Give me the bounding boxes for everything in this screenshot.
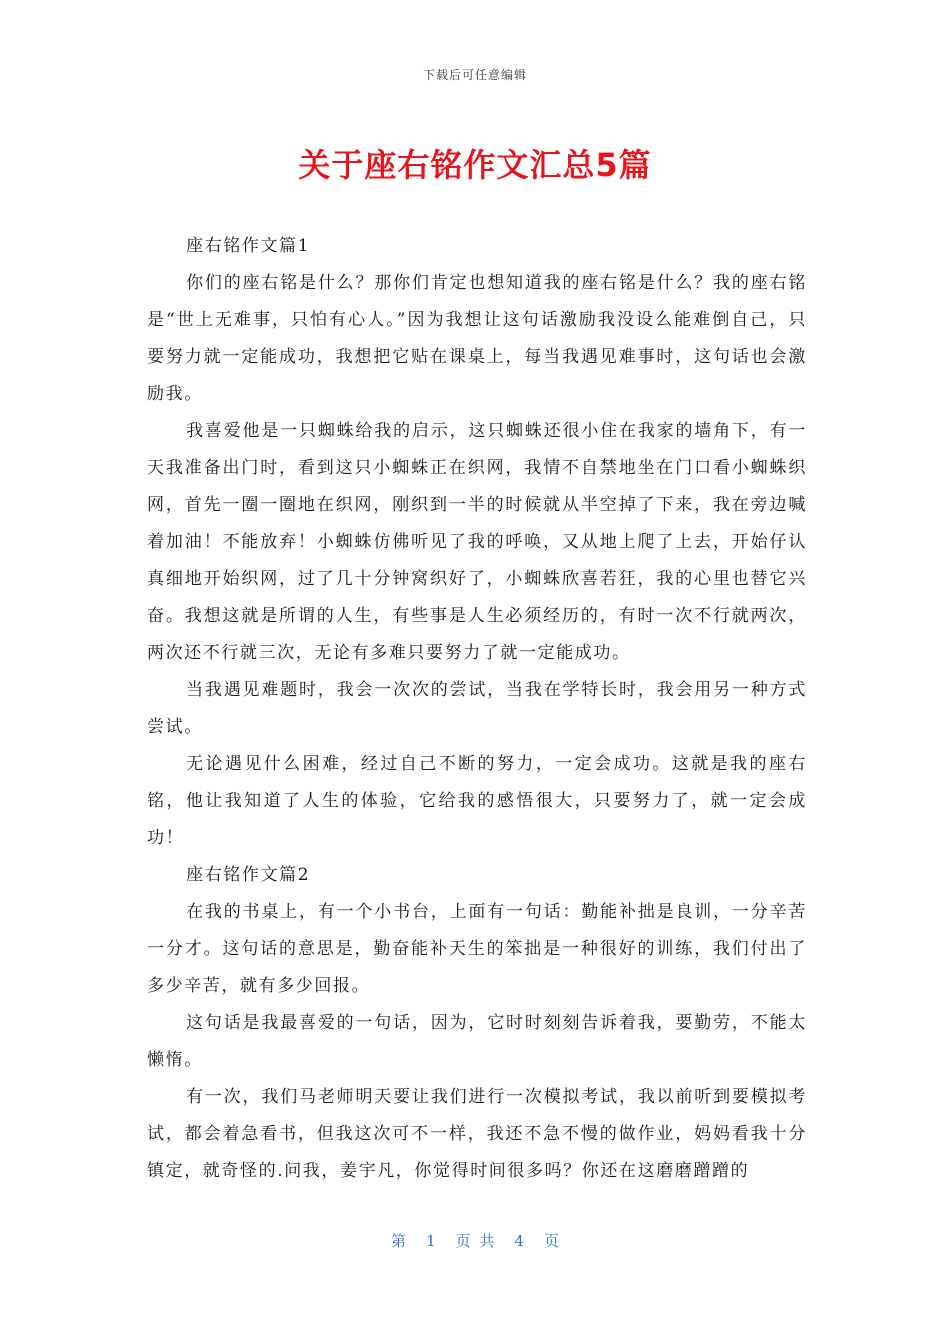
current-page-number: 1 <box>426 1232 436 1250</box>
paragraph: 当我遇见难题时，我会一次次的尝试，当我在学特长时，我会用另一种方式尝试。 <box>147 680 807 737</box>
paragraph: 这句话是我最喜爱的一句话，因为，它时时刻刻告诉着我，要勤劳，不能太懒惰。 <box>147 1013 807 1070</box>
page-word-suffix: 页 <box>543 1232 559 1250</box>
page-number-footer <box>0 1230 950 1251</box>
page-word-prefix: 第 <box>391 1232 407 1250</box>
document-body <box>147 228 807 1190</box>
section-heading: 座右铭作文篇1 <box>186 236 311 256</box>
paragraph: 你们的座右铭是什么？那你们肯定也想知道我的座右铭是什么？我的座右铭是“世上无难事，只怕有心人。”因为我想让这句话激励我没设么能难倒自己，只要努力就一定能成功，我想把它贴在课桌上，每当我遇见难事时，这句话也会激励我。 <box>147 273 807 404</box>
document-title: 关于座右铭作文汇总5篇 <box>298 146 652 184</box>
paragraph: 我喜爱他是一只蜘蛛给我的启示，这只蜘蛛还很小住在我家的墙角下，有一天我准备出门时，看到这只小蜘蛛正在织网，我情不自禁地坐在门口看小蜘蛛织网，首先一圈一圈地在织网，刚织到一半的时候就从半空掉了下来，我在旁边喊着加油！不能放弃！小蜘蛛仿佛听见了我的呼唤，又从地上爬了上去，开始仔认真细地开始织网，过了几十分钟窝织好了，小蜘蛛欣喜若狂，我的心里也替它兴奋。我想这就是所谓的人生，有些事是人生必须经历的，有时一次不行就两次，两次还不行就三次，无论有多难只要努力了就一定能成功。 <box>147 421 807 663</box>
paragraph: 无论遇见什么困难，经过自己不断的努力，一定会成功。这就是我的座右铭，他让我知道了人生的体验，它给我的感悟很大，只要努力了，就一定会成功！ <box>147 754 807 848</box>
section-heading: 座右铭作文篇2 <box>186 865 311 885</box>
paragraph: 在我的书桌上，有一个小书台，上面有一句话：勤能补拙是良训，一分辛苦一分才。这句话的意思是，勤奋能补天生的笨拙是一种很好的训练，我们付出了多少辛苦，就有多少回报。 <box>147 902 807 996</box>
header-note: 下载后可任意编辑 <box>422 68 527 82</box>
page-word-total: 页 共 <box>455 1232 495 1250</box>
paragraph: 有一次，我们马老师明天要让我们进行一次模拟考试，我以前听到要模拟考试，都会着急看书，但我这次可不一样，我还不急不慢的做作业，妈妈看我十分镇定，就奇怪的.问我，姜宇凡，你觉得时间很多吗？你还在这磨磨蹭蹭的 <box>147 1087 807 1181</box>
total-pages-number: 4 <box>514 1232 524 1250</box>
